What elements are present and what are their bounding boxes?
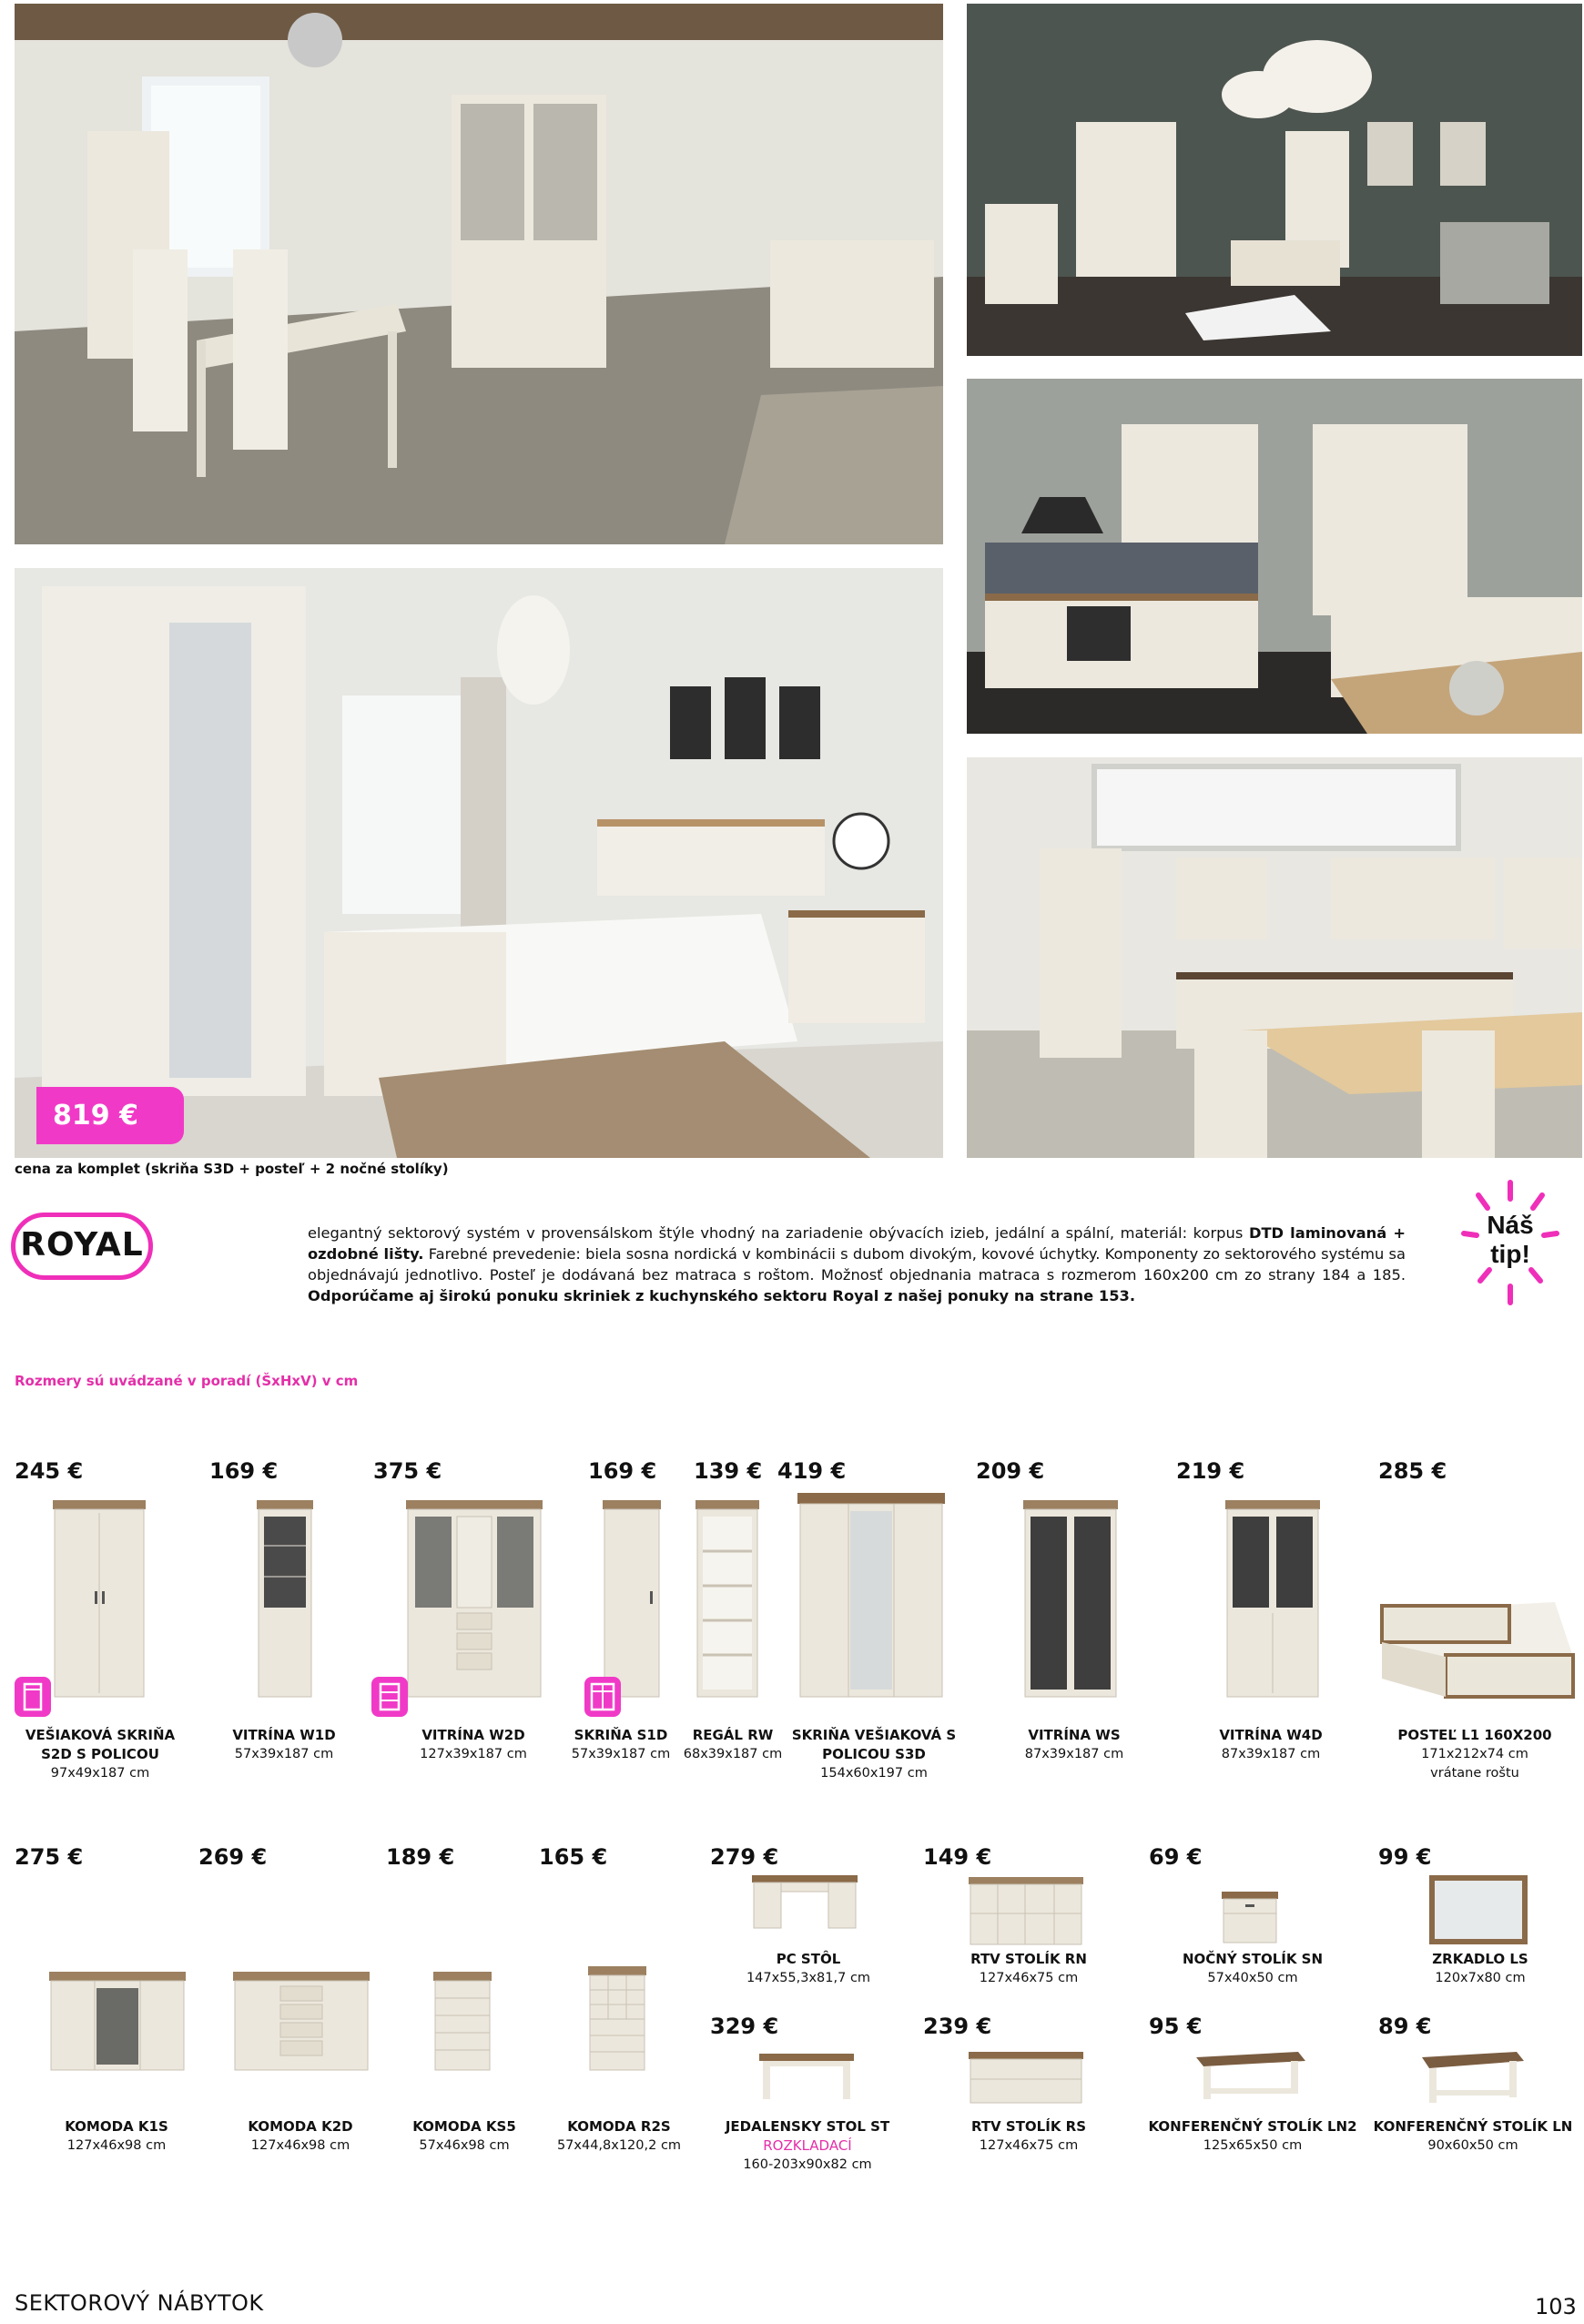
vitrine-ws-image (1023, 1500, 1118, 1700)
nas-tip-badge (1460, 1179, 1560, 1306)
product-dimensions: 127x46x98 cm (66, 2138, 167, 2153)
product-dimensions: 57x44,8x120,2 cm (556, 2138, 682, 2153)
3d-planner-icon (584, 1677, 621, 1717)
living-room-photo (967, 4, 1582, 356)
price: 169 € (209, 1458, 279, 1484)
tip-line1: Náš (1487, 1211, 1534, 1239)
price: 239 € (923, 2014, 992, 2039)
price: 219 € (1176, 1458, 1245, 1484)
product-name: RTV STOLÍK RN (970, 1951, 1087, 1967)
mirror-ls-image (1429, 1875, 1528, 1944)
commode-ks5-image (433, 1972, 492, 2072)
product-dimensions: 97x49x187 cm (50, 1766, 150, 1781)
product-dimensions: 160-203x90x82 cm (743, 2157, 872, 2172)
hero-price-tag: 819 € (36, 1087, 184, 1144)
dining-table-st-image (759, 2054, 854, 2101)
product-dimensions: 171x212x74 cm (1421, 1747, 1528, 1761)
product-name: SKRIŇA S1D (574, 1727, 668, 1743)
price: 419 € (777, 1458, 847, 1484)
kitchen-photo (967, 379, 1582, 734)
product-label (1171, 1950, 1335, 1988)
price: 269 € (198, 1844, 268, 1870)
product-label (1398, 1950, 1562, 1988)
commode-k1s-image (49, 1972, 186, 2072)
pc-desk-image (752, 1875, 858, 1930)
product-label (391, 1726, 555, 1764)
price: 375 € (373, 1458, 442, 1484)
product-dimensions: 120x7x80 cm (1435, 1971, 1526, 1985)
product-dimensions: 57x46x98 cm (419, 2138, 510, 2153)
desc-bold1: DTD laminovaná + ozdobné lišty. (308, 1224, 1406, 1263)
shelf-rw-image (696, 1500, 759, 1700)
product-dimensions: 127x46x75 cm (979, 2138, 1079, 2153)
product-name: POSTEĽ L1 160X200 (1397, 1727, 1552, 1743)
product-label (992, 1726, 1156, 1764)
product-label (202, 1726, 366, 1764)
tv-stand-rn-image (969, 1877, 1083, 1946)
product-name: KONFERENČNÝ STOLÍK LN (1373, 2118, 1573, 2135)
product-dimensions: 147x55,3x81,7 cm (746, 1971, 871, 1985)
product-dimensions: 125x65x50 cm (1203, 2138, 1303, 2153)
product-label (1369, 2117, 1577, 2156)
product-name: VITRÍNA WS (1028, 1727, 1121, 1743)
product-name: JEDALENSKY STOL ST (725, 2118, 890, 2135)
vitrine-w1d-image (257, 1500, 313, 1700)
tip-line2: tip! (1490, 1240, 1530, 1268)
price: 189 € (386, 1844, 455, 1870)
desc-part1: elegantný sektorový systém v provensálskom štýle vhodný na zariadenie obývacích izieb, jedální a spální, materiál: korpus (308, 1224, 1244, 1242)
product-dimensions: 127x46x98 cm (250, 2138, 350, 2153)
product-name: REGÁL RW (692, 1727, 774, 1743)
price: 245 € (15, 1458, 84, 1484)
dimensions-note: Rozmery sú uvádzané v poradí (ŠxHxV) v cm (15, 1373, 359, 1389)
desc-bold2: Odporúčame aj širokú ponuku skriniek z kuchynského sektoru Royal z našej ponuky na strane 153. (308, 1287, 1136, 1304)
product-label (785, 1726, 963, 1783)
wardrobe-s2d-image (49, 1500, 149, 1700)
section-title: SEKTOROVÝ NÁBYTOK (15, 2290, 264, 2316)
product-name-line2: POLICOU S3D (822, 1746, 926, 1762)
product-name: ZRKADLO LS (1432, 1951, 1528, 1967)
product-dimensions: 57x39x187 cm (234, 1747, 334, 1761)
hero-caption: cena za komplet (skriňa S3D + posteľ + 2 nočné stolíky) (15, 1161, 449, 1177)
price: 169 € (588, 1458, 657, 1484)
product-dimensions: 127x39x187 cm (420, 1747, 527, 1761)
product-label (712, 2117, 903, 2175)
product-name: VITRÍNA W1D (232, 1727, 336, 1743)
desc-part2: Farebné prevedenie: biela sosna nordická v kombinácii s dubom divokým, kovové úchytky. Komponenty zo sektorového systému sa objednávajú jednotlivo. Posteľ je dodávaná bez matraca s roštom. Možnosť objednania matraca s rozmerom 160x200 cm zo strany 184 a 185. (308, 1245, 1406, 1284)
product-label (726, 1950, 890, 1988)
royal-logo: ROYAL (11, 1213, 153, 1280)
product-label (566, 1726, 675, 1764)
price: 139 € (694, 1458, 763, 1484)
coffee-table-ln-image (1422, 2052, 1524, 2105)
product-name: SKRIŇA VEŠIAKOVÁ S (791, 1727, 957, 1743)
page-number: 103 (1535, 2294, 1577, 2319)
product-label (947, 1950, 1111, 1988)
product-name: KOMODA KS5 (412, 2118, 516, 2135)
wardrobe-s1d-image (603, 1500, 661, 1700)
tv-stand-rs-image (969, 2052, 1083, 2105)
price: 279 € (710, 1844, 779, 1870)
bed-l1-image (1373, 1593, 1575, 1700)
product-dimensions: 127x46x75 cm (979, 1971, 1079, 1985)
price: 89 € (1378, 2014, 1432, 2039)
product-name: RTV STOLÍK RS (970, 2118, 1087, 2135)
price: 329 € (710, 2014, 779, 2039)
product-dimensions: 90x60x50 cm (1427, 2138, 1518, 2153)
product-name: KOMODA R2S (567, 2118, 671, 2135)
product-name: KOMODA K1S (65, 2118, 168, 2135)
product-name-line2: S2D S POLICOU (41, 1746, 159, 1762)
commode-k2d-image (233, 1972, 370, 2072)
product-label (679, 1726, 787, 1764)
price: 69 € (1149, 1844, 1203, 1870)
product-dimensions: 57x40x50 cm (1207, 1971, 1298, 1985)
product-label (218, 2117, 382, 2156)
wardrobe-s3d-image (797, 1493, 945, 1700)
product-label (9, 1726, 191, 1783)
kitchen-dining-photo (967, 757, 1582, 1158)
product-label (1143, 2117, 1362, 2156)
product-label (1189, 1726, 1353, 1764)
vitrine-w4d-image (1225, 1500, 1320, 1700)
product-extra: vrátane roštu (1430, 1766, 1519, 1781)
product-label (382, 2117, 546, 2156)
product-name: PC STÔL (776, 1951, 841, 1967)
coffee-table-ln2-image (1196, 2052, 1305, 2101)
product-name-line2: ROZKLADACÍ (763, 2137, 852, 2154)
nightstand-sn-image (1222, 1892, 1278, 1944)
product-label (1380, 1726, 1569, 1783)
price: 95 € (1149, 2014, 1203, 2039)
commode-r2s-image (588, 1966, 646, 2072)
product-name: KOMODA K2D (248, 2118, 353, 2135)
product-description (308, 1223, 1406, 1306)
product-name: VITRÍNA W4D (1219, 1727, 1323, 1743)
price: 275 € (15, 1844, 84, 1870)
vitrine-w2d-image (406, 1500, 543, 1700)
price: 99 € (1378, 1844, 1432, 1870)
3d-planner-icon (371, 1677, 408, 1717)
price: 165 € (539, 1844, 608, 1870)
dining-room-photo (15, 4, 943, 544)
3d-planner-icon (15, 1677, 51, 1717)
product-name: KONFERENČNÝ STOLÍK LN2 (1148, 2118, 1357, 2135)
product-label (35, 2117, 198, 2156)
product-name: VITRÍNA W2D (421, 1727, 525, 1743)
bedroom-photo (15, 568, 943, 1158)
product-dimensions: 87x39x187 cm (1221, 1747, 1321, 1761)
product-dimensions: 68x39x187 cm (683, 1747, 783, 1761)
price: 149 € (923, 1844, 992, 1870)
price: 209 € (976, 1458, 1045, 1484)
product-label (543, 2117, 696, 2156)
product-dimensions: 87x39x187 cm (1024, 1747, 1124, 1761)
product-dimensions: 57x39x187 cm (571, 1747, 671, 1761)
price: 285 € (1378, 1458, 1447, 1484)
product-dimensions: 154x60x197 cm (820, 1766, 928, 1781)
product-label (947, 2117, 1111, 2156)
product-name: VEŠIAKOVÁ SKRIŇA (25, 1727, 176, 1743)
product-name: NOČNÝ STOLÍK SN (1182, 1951, 1324, 1967)
